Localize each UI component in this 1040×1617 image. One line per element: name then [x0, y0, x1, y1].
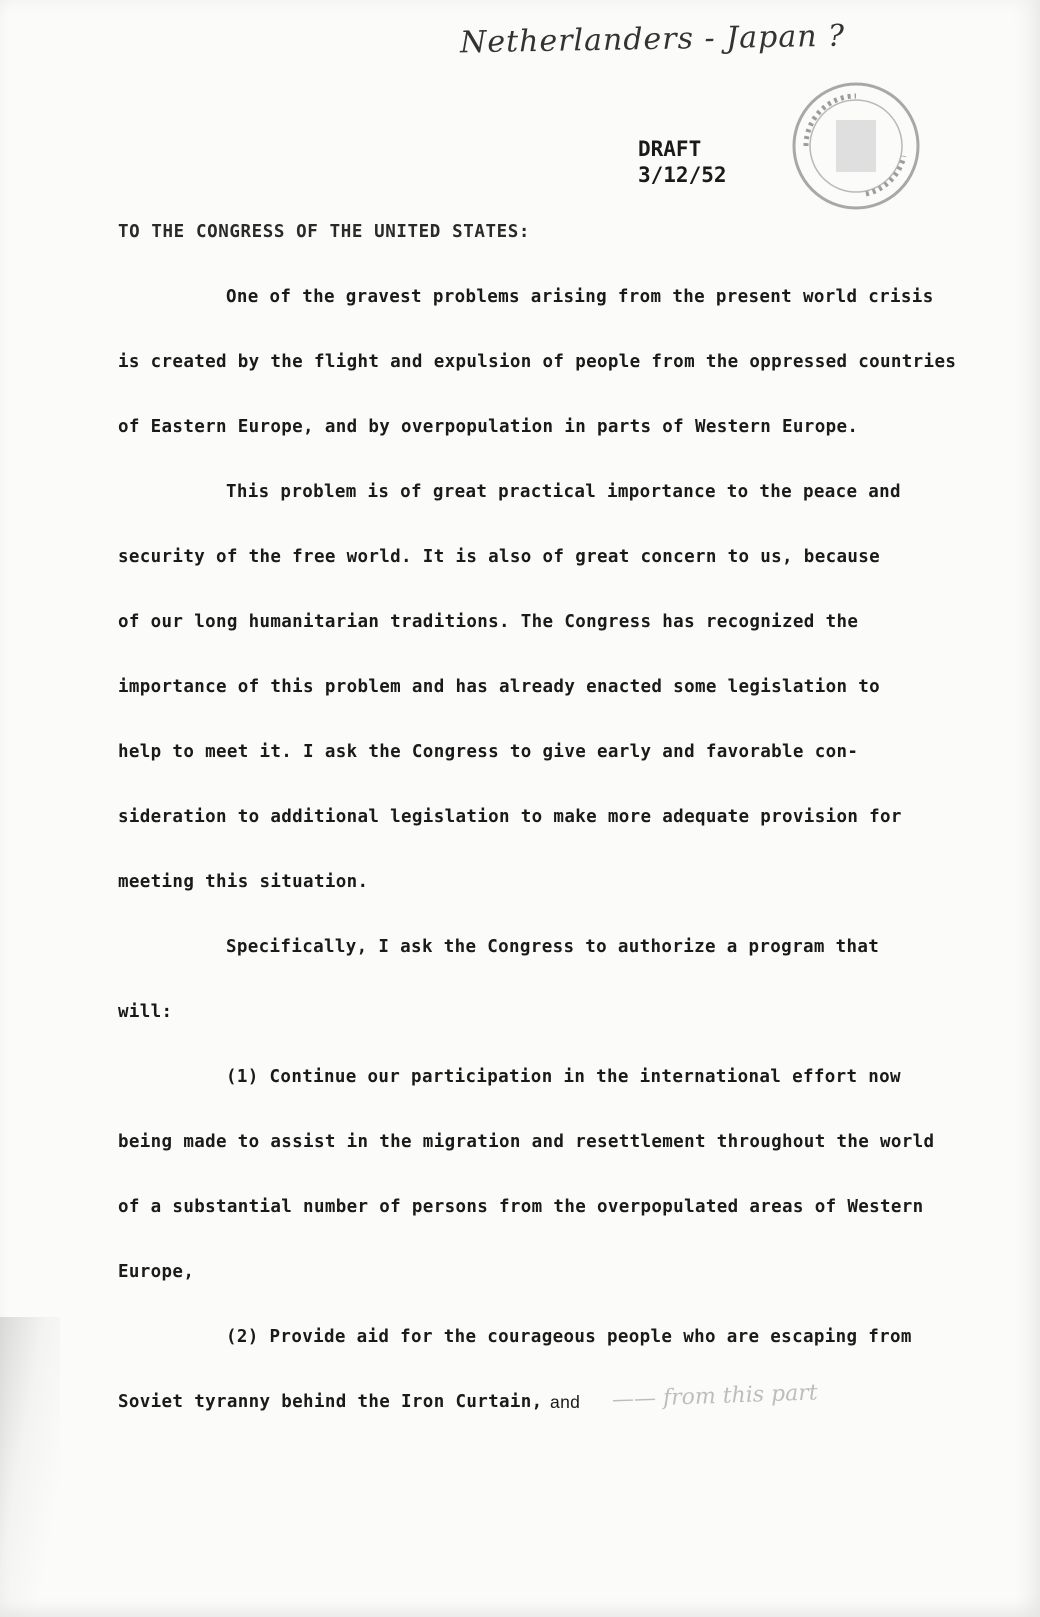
- text-line: is created by the flight and expulsion of people from the oppressed countries: [118, 352, 957, 372]
- text-line: This problem is of great practical importance to the peace and: [226, 482, 901, 502]
- text-line: of a substantial number of persons from the overpopulated areas of Western: [118, 1197, 924, 1217]
- text-line: being made to assist in the migration and resettlement throughout the world: [118, 1132, 935, 1152]
- text-line: One of the gravest problems arising from the present world crisis: [226, 287, 934, 307]
- draft-date: 3/12/52: [638, 163, 727, 187]
- draft-label: DRAFT: [638, 137, 702, 161]
- salutation: TO THE CONGRESS OF THE UNITED STATES:: [118, 222, 531, 242]
- folded-corner-shadow: [0, 1317, 60, 1617]
- text-line: (1) Continue our participation in the international effort now: [226, 1067, 901, 1087]
- text-line: help to meet it. I ask the Congress to give early and favorable con-: [118, 742, 859, 762]
- text-line: meeting this situation.: [118, 872, 369, 892]
- text-line: importance of this problem and has already enacted some legislation to: [118, 677, 881, 697]
- text-line: sideration to additional legislation to make more adequate provision for: [118, 807, 902, 827]
- text-line: Europe,: [118, 1262, 195, 1282]
- text-line: of Eastern Europe, and by overpopulation in parts of Western Europe.: [118, 417, 859, 437]
- text-line: of our long humanitarian traditions. The Congress has recognized the: [118, 612, 859, 632]
- text-line: Soviet tyranny behind the Iron Curtain,: [118, 1392, 543, 1412]
- text-line: will:: [118, 1002, 173, 1022]
- text-line: (2) Provide aid for the courageous people who are escaping from: [226, 1327, 912, 1347]
- text-line: security of the free world. It is also of great concern to us, because: [118, 547, 881, 567]
- inserted-word: and: [550, 1392, 581, 1412]
- handwritten-annotation-bottom: —— from this part: [611, 1380, 819, 1413]
- draft-header: [638, 136, 727, 188]
- archive-stamp-seal: [786, 76, 926, 216]
- handwritten-annotation-top: Netherlanders - Japan ?: [459, 18, 846, 61]
- text-line: Specifically, I ask the Congress to authorize a program that: [226, 937, 880, 957]
